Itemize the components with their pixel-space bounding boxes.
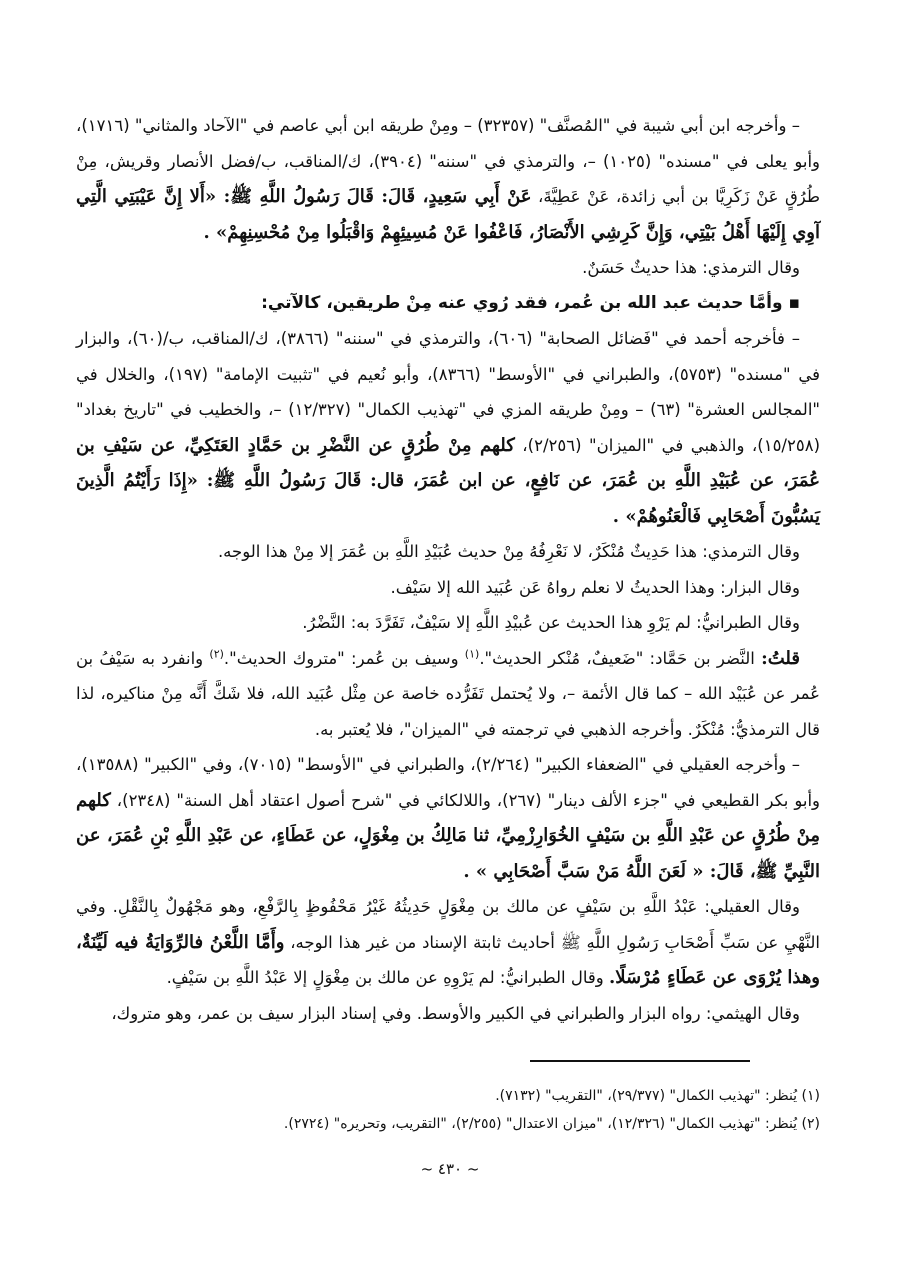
document-body [76, 108, 820, 1031]
paragraph-author-comment [76, 641, 820, 748]
paragraph-uqayli [76, 747, 820, 889]
paragraph-ahmad-fadail [76, 321, 820, 534]
paragraph-text: – وأخرجه ابن أبي شيبة في "المُصنَّف" (٣٢٣٥٧) – ومِنْ طريقه ابن أبي عاصم في "الآحاد والمثاني" (١٧١٦)، وأبو يعلى في "مسنده" (١٠٢٥) –، والترمذي في "سننه" (٣٩٠٤)، ك/المناقب، ب/فضل الأنصار وقريش، مِنْ طُرُقٍ عَنْ زَكَرِيَّا بن أبي زائدة، عَنْ عَطِيَّةَ، [76, 116, 821, 206]
footnote-ref-2[interactable]: (٢) [209, 647, 224, 660]
paragraph-bazzar: وقال البزار: وهذا الحديثُ لا نعلم رواهُ عَن عُبَيد الله إلا سَيْف. [390, 577, 800, 597]
paragraph-uqayli-comment [76, 889, 820, 996]
footnote-2: (٢) يُنظر: "تهذيب الكمال" (١٢/٣٢٦)، "ميزان الاعتدال" (٢/٢٥٥)، "التقريب، وتحريره" (٢٧٢٤). [283, 1116, 820, 1132]
paragraph-text: وقال الطبرانيُّ: لم يَرْوِهِ عن مالك بن مِغْوَلٍ إلا عَبْدُ اللَّهِ بن سَيْفٍ. [166, 968, 610, 987]
paragraph-tabarani: وقال الطبرانيُّ: لم يَرْوِ هذا الحديث عن عُبيْدِ اللَّهِ إلا سَيْفٌ، تَفَرَّدَ به: النَّضْرُ. [302, 613, 800, 632]
paragraph-ibn-abi-shayba [76, 108, 820, 250]
paragraph-text: النَّضر بن حَمَّاد: "ضَعيفٌ، مُنْكر الحديث". [479, 648, 762, 668]
paragraph-text: وسيف بن عُمر: "متروك الحديث". [223, 648, 465, 668]
footnotes [76, 1082, 820, 1138]
footnote-ref-1[interactable]: (١) [464, 647, 480, 660]
paragraph-haythami: وقال الهيثمي: رواه البزار والطبراني في الكبير والأوسط. وفي إسناد البزار سيف بن عمر، وهو متروك، [111, 1003, 800, 1023]
page-number: ~ ٤٣٠ ~ [420, 1160, 480, 1178]
qultu-label: قلتُ: [761, 647, 800, 669]
hadith-text-bold: عَنْ أَبِي سَعِيدٍ، قَالَ: قَالَ رَسُولُ اللَّهِ ﷺ: «أَلا إِنَّ عَيْبَتِي الَّتِي آوِي إِلَيْهَا أَهْلُ بَيْتِي، وَإِنَّ كَرِشِي الأَنْصَارُ، فَاعْفُوا عَنْ مُسِيئِهِمْ وَاقْبَلُوا مِنْ مُحْسِنِهِمْ» . [76, 186, 820, 243]
bold-statement: وأَمَّا اللَّعْنُ فالرِّوَايَةُ فيه لَيِّنَةٌ، وهذا يُرْوَى عن عَطَاءٍ مُرْسَلًا. [76, 931, 820, 988]
footnote-1: (١) يُنظر: "تهذيب الكمال" (٢٩/٣٧٧)، "التقريب" (٧١٣٢). [495, 1088, 820, 1104]
paragraph-tirmidhi-munkar: وقال الترمذي: هذا حَدِيثٌ مُنْكَرٌ، لا نَعْرِفُهُ مِنْ حديث عُبَيْدِ اللَّهِ بن عُمَرَ إلا مِنْ هذا الوجه. [217, 542, 800, 561]
section-heading-ibn-umar: ▪ وأمَّا حديث عبد الله بن عُمر، فقد رُوي عنه مِنْ طريقين، كالآتي: [261, 292, 800, 313]
hadith-text-bold: كلهم مِنْ طُرُقٍ عن عَبْدِ اللَّهِ بن سَيْفٍ الخُوَارِزْمِيِّ، ثنا مَالِكُ بن مِغْوَلٍ، عن عَطَاءٍ، عن عَبْدِ اللَّهِ بْنِ عُمَرَ، عن النَّبِيِّ ﷺ، قَالَ: « لَعَنَ اللَّهُ مَنْ سَبَّ أَصْحَابِي » . [76, 789, 820, 882]
paragraph-text: – وأخرجه العقيلي في "الضعفاء الكبير" (٢/٢٦٤)، والطبراني في "الأوسط" (٧٠١٥)، وفي "الكبير" (١٣٥٨٨)، وأبو بكر القطيعي في "جزء الألف دينار" (٢٦٧)، واللالكائي في "شرح أصول اعتقاد أهل السنة" (٢٣٤٨)، [76, 755, 821, 810]
paragraph-text: وانفرد به سَيْفُ بن عُمر عن عُبَيْد الله – كما قال الأئمة –، ولا يُحتمل تَفَرُّده خاصة عن مِثْل عُبَيد الله، فلا شَكَّ أَنَّه مِنْ مناكيره، لذا قال الترمذيُّ: مُنْكَرٌ. وأخرجه الذهبي في ترجمته في "الميزان"، فلا يُعتبر به. [76, 648, 820, 739]
footnote-separator [530, 1060, 750, 1062]
paragraph-text: – فأخرجه أحمد في "فَضائل الصحابة" (٦٠٦)، والترمذي في "سننه" (٣٨٦٦)، ك/المناقب، ب/(٦٠)، والبزار في "مسنده" (٥٧٥٣)، والطبراني في "الأوسط" (٨٣٦٦)، وأبو نُعيم في "تثبيت الإمامة" (١٩٧)، والخلال في "المجالس العشرة" (٦٣) – ومِنْ طريقه المزي في "تهذيب الكمال" (١٢/٣٢٧) –، والخطيب في "تاريخ بغداد" (١٥/٢٥٨)، والذهبي في "الميزان" (٢/٢٥٦)، [76, 329, 821, 455]
paragraph-text: وقال العقيلي: عَبْدُ اللَّهِ بن سَيْفٍ عن مالك بن مِغْوَلٍ حَدِيثُهُ غَيْرُ مَحْفُوظٍ بِالرَّفْعِ، وهو مَجْهُولٌ بِالنَّقْلِ. وفي النَّهْيِ عن سَبِّ أَصْحَابِ رَسُولِ اللَّهِ ﷺ أحاديث ثابتة الإسناد من غير هذا الوجه، [76, 897, 820, 952]
hadith-text-bold: كلهم مِنْ طُرُقٍ عن النَّضْرِ بن حَمَّادٍ العَتَكِيِّ، عن سَيْفِ بن عُمَرَ، عن عُبَيْدِ اللَّهِ بن عُمَرَ، عن نَافِعٍ، عن ابن عُمَرَ، قال: قَالَ رَسُولُ اللَّهِ ﷺ: «إِذَا رَأَيْتُمُ الَّذِينَ يَسُبُّونَ أَصْحَابِي فَالْعَنُوهُمْ» . [76, 434, 820, 527]
paragraph-tirmidhi-hasan: وقال الترمذي: هذا حديثٌ حَسَنٌ. [582, 258, 800, 277]
